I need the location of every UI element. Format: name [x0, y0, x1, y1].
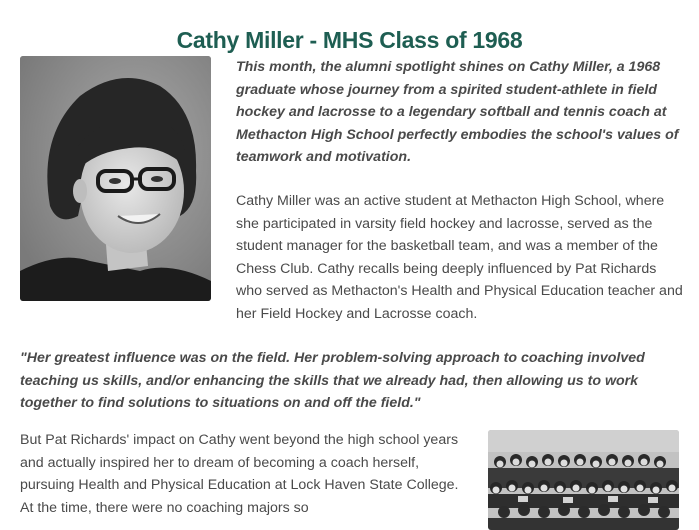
body-paragraph-2: But Pat Richards' impact on Cathy went beyond the high school years and actually inspired her to dream of becoming a coach herself, pursuing Health and Physical Education at Lock Haven State College. At the time, there were no coaching majors so	[20, 432, 459, 516]
portrait-photo	[20, 56, 211, 301]
intro-paragraph: This month, the alumni spotlight shines on Cathy Miller, a 1968 graduate whose journey from a spirited student-athlete in field hockey and lacrosse to a legendary softball and tennis coach at Methacton High School perfectly embodies the school's values of teamwork and motivation.	[236, 59, 679, 166]
pull-quote: "Her greatest influence was on the field. Her problem-solving approach to coaching involved teaching us skills, and/or enhancing the skills that we already had, then allowing us to work together to find solutions to situations on and off the field."	[20, 350, 645, 412]
body-paragraph-1: Cathy Miller was an active student at Methacton High School, where she participated in varsity field hockey and lacrosse, served as the student manager for the basketball team, and was a member of the Chess Club. Cathy recalls being deeply influenced by Pat Richards who served as Methacton's Health and Physical Education teacher and her Field Hockey and Lacrosse coach.	[236, 193, 683, 322]
article-title: Cathy Miller - MHS Class of 1968	[176, 27, 523, 54]
team-photo	[488, 430, 679, 530]
